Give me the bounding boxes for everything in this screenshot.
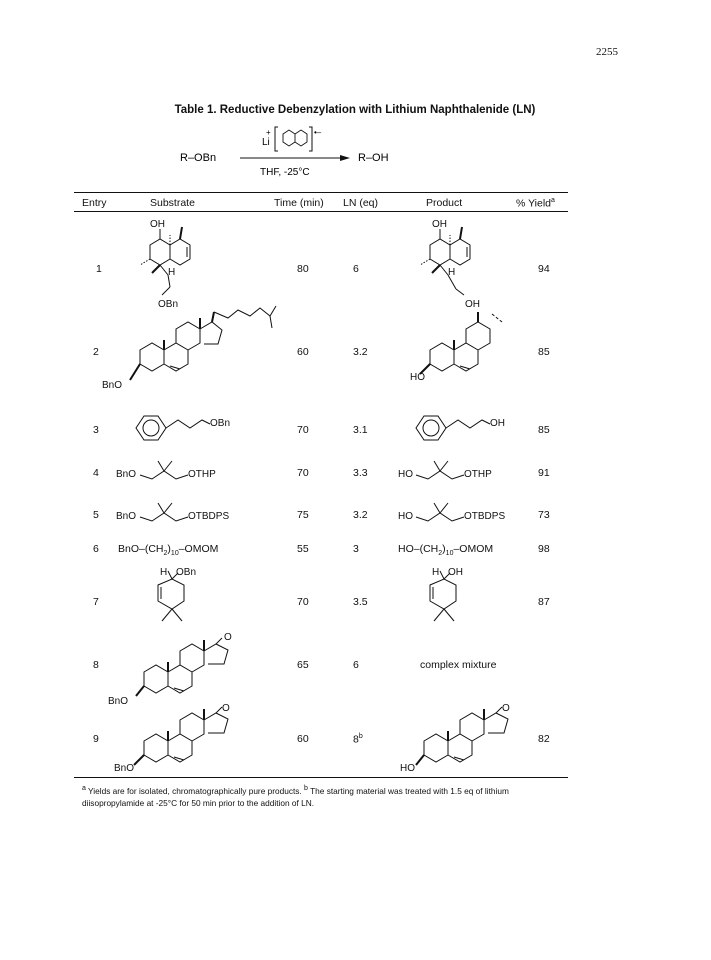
entry-4: 4 (93, 467, 99, 479)
product-1-structure (410, 215, 500, 310)
product-9-structure (400, 705, 530, 775)
col-entry: Entry (82, 197, 107, 209)
time-9: 60 (297, 733, 309, 745)
product-2-structure (410, 300, 525, 385)
reagent-plus: + (266, 128, 271, 137)
time-1: 80 (297, 263, 309, 275)
page-number: 2255 (596, 46, 618, 58)
col-substrate: Substrate (150, 197, 195, 209)
reaction-scheme (180, 125, 540, 185)
ln-1: 6 (353, 263, 359, 275)
scheme-conditions: THF, -25°C (260, 167, 310, 178)
svg-text:O: O (222, 703, 230, 714)
ln-4: 3.3 (353, 467, 368, 479)
yield-1: 94 (538, 263, 550, 275)
svg-text:BnO: BnO (102, 380, 123, 391)
yield-7: 87 (538, 596, 550, 608)
col-time: Time (min) (274, 197, 324, 209)
entry-1: 1 (96, 263, 102, 275)
substrate-5-structure (116, 497, 276, 529)
svg-text:H: H (448, 267, 456, 278)
svg-text:OTHP: OTHP (188, 469, 216, 480)
time-5: 75 (297, 509, 309, 521)
table-footnote: $^a$ Yields are for isolated, chromatographically pure products. $^b$ The starting material was treated with 1.5 eq of lithium diisopropylamide at -25°C for 50 min prior to the addition of LN. (82, 785, 509, 808)
svg-text:H: H (160, 567, 168, 578)
yield-2: 85 (538, 346, 550, 358)
col-ln: LN (eq) (343, 197, 379, 209)
reagent-minus: •– (314, 128, 322, 137)
entry-2: 2 (93, 346, 99, 358)
svg-text:OTBDPS: OTBDPS (188, 511, 230, 522)
svg-text:BnO: BnO (116, 511, 137, 522)
svg-text:O: O (502, 703, 510, 714)
svg-text:OTBDPS: OTBDPS (464, 511, 506, 522)
yield-4: 91 (538, 467, 550, 479)
scheme-arrowhead (340, 155, 350, 161)
svg-text:HO: HO (398, 511, 413, 522)
entry-8: 8 (93, 659, 99, 671)
substrate-7-structure (138, 565, 208, 637)
scheme-reactant: R–OBn (180, 152, 217, 164)
substrate-3-structure (130, 408, 240, 448)
svg-text:BnO: BnO (114, 763, 135, 774)
ln-2: 3.2 (353, 346, 368, 358)
scheme-product: R–OH (358, 152, 389, 164)
product-7-structure (410, 565, 480, 637)
svg-text:BnO: BnO (116, 469, 137, 480)
entry-6: 6 (93, 543, 99, 555)
yield-6: 98 (538, 543, 550, 555)
svg-text:H: H (168, 267, 176, 278)
entry-3: 3 (93, 424, 99, 436)
entry-7: 7 (93, 596, 99, 608)
entry-9: 9 (93, 733, 99, 745)
product-4-structure (398, 455, 548, 487)
substrate-2-structure (100, 300, 285, 395)
svg-text:OH: OH (432, 219, 447, 230)
svg-text:BnO: BnO (108, 696, 129, 707)
col-yield: % Yield$^a$ (516, 197, 555, 210)
svg-text:OH: OH (150, 219, 165, 230)
reagent-bracket-right (309, 127, 312, 151)
col-product: Product (426, 197, 463, 209)
reagent-bracket-left (275, 127, 278, 151)
svg-text:OBn: OBn (210, 418, 231, 429)
table-bottom-rule (74, 777, 568, 778)
svg-text:HO: HO (400, 763, 415, 774)
svg-text:OTHP: OTHP (464, 469, 492, 480)
time-2: 60 (297, 346, 309, 358)
substrate-4-structure (116, 455, 266, 487)
yield-9: 82 (538, 733, 550, 745)
naphthalene-icon (283, 130, 307, 146)
time-6: 55 (297, 543, 309, 555)
substrate-9-structure (108, 705, 258, 775)
svg-text:H: H (432, 567, 440, 578)
entry-5: 5 (93, 509, 99, 521)
time-4: 70 (297, 467, 309, 479)
product-5-structure (398, 497, 558, 529)
ln-6: 3 (353, 543, 359, 555)
substrate-6-formula: BnO–$(CH_2)_{10}$–OMOM (118, 543, 219, 558)
ln-7: 3.5 (353, 596, 368, 608)
reagent-li: Li (262, 137, 270, 148)
ln-9: 8$^b$ (353, 733, 363, 746)
ln-3: 3.1 (353, 424, 368, 436)
product-6-formula: $HO-(CH_2)_{10}$–OMOM (398, 543, 494, 558)
svg-text:OBn: OBn (158, 299, 179, 310)
svg-text:OH: OH (490, 418, 505, 429)
svg-text:HO: HO (410, 372, 425, 383)
svg-text:OH: OH (448, 567, 463, 578)
ln-8: 6 (353, 659, 359, 671)
svg-text:OBn: OBn (176, 567, 197, 578)
substrate-8-structure (104, 632, 254, 707)
product-3-structure (410, 408, 520, 448)
time-8: 65 (297, 659, 309, 671)
svg-text:OH: OH (465, 299, 480, 310)
svg-text:O: O (224, 632, 232, 643)
yield-3: 85 (538, 424, 550, 436)
table-header-rule (74, 211, 568, 212)
time-7: 70 (297, 596, 309, 608)
time-3: 70 (297, 424, 309, 436)
table-title: Table 1. Reductive Debenzylation with Lithium Naphthalenide (LN) (174, 104, 536, 116)
product-8-text: complex mixture (420, 659, 497, 671)
svg-text:HO: HO (398, 469, 413, 480)
substrate-1-structure (130, 215, 210, 310)
ln-5: 3.2 (353, 509, 368, 521)
yield-5: 73 (538, 509, 550, 521)
table-top-rule (74, 192, 568, 193)
